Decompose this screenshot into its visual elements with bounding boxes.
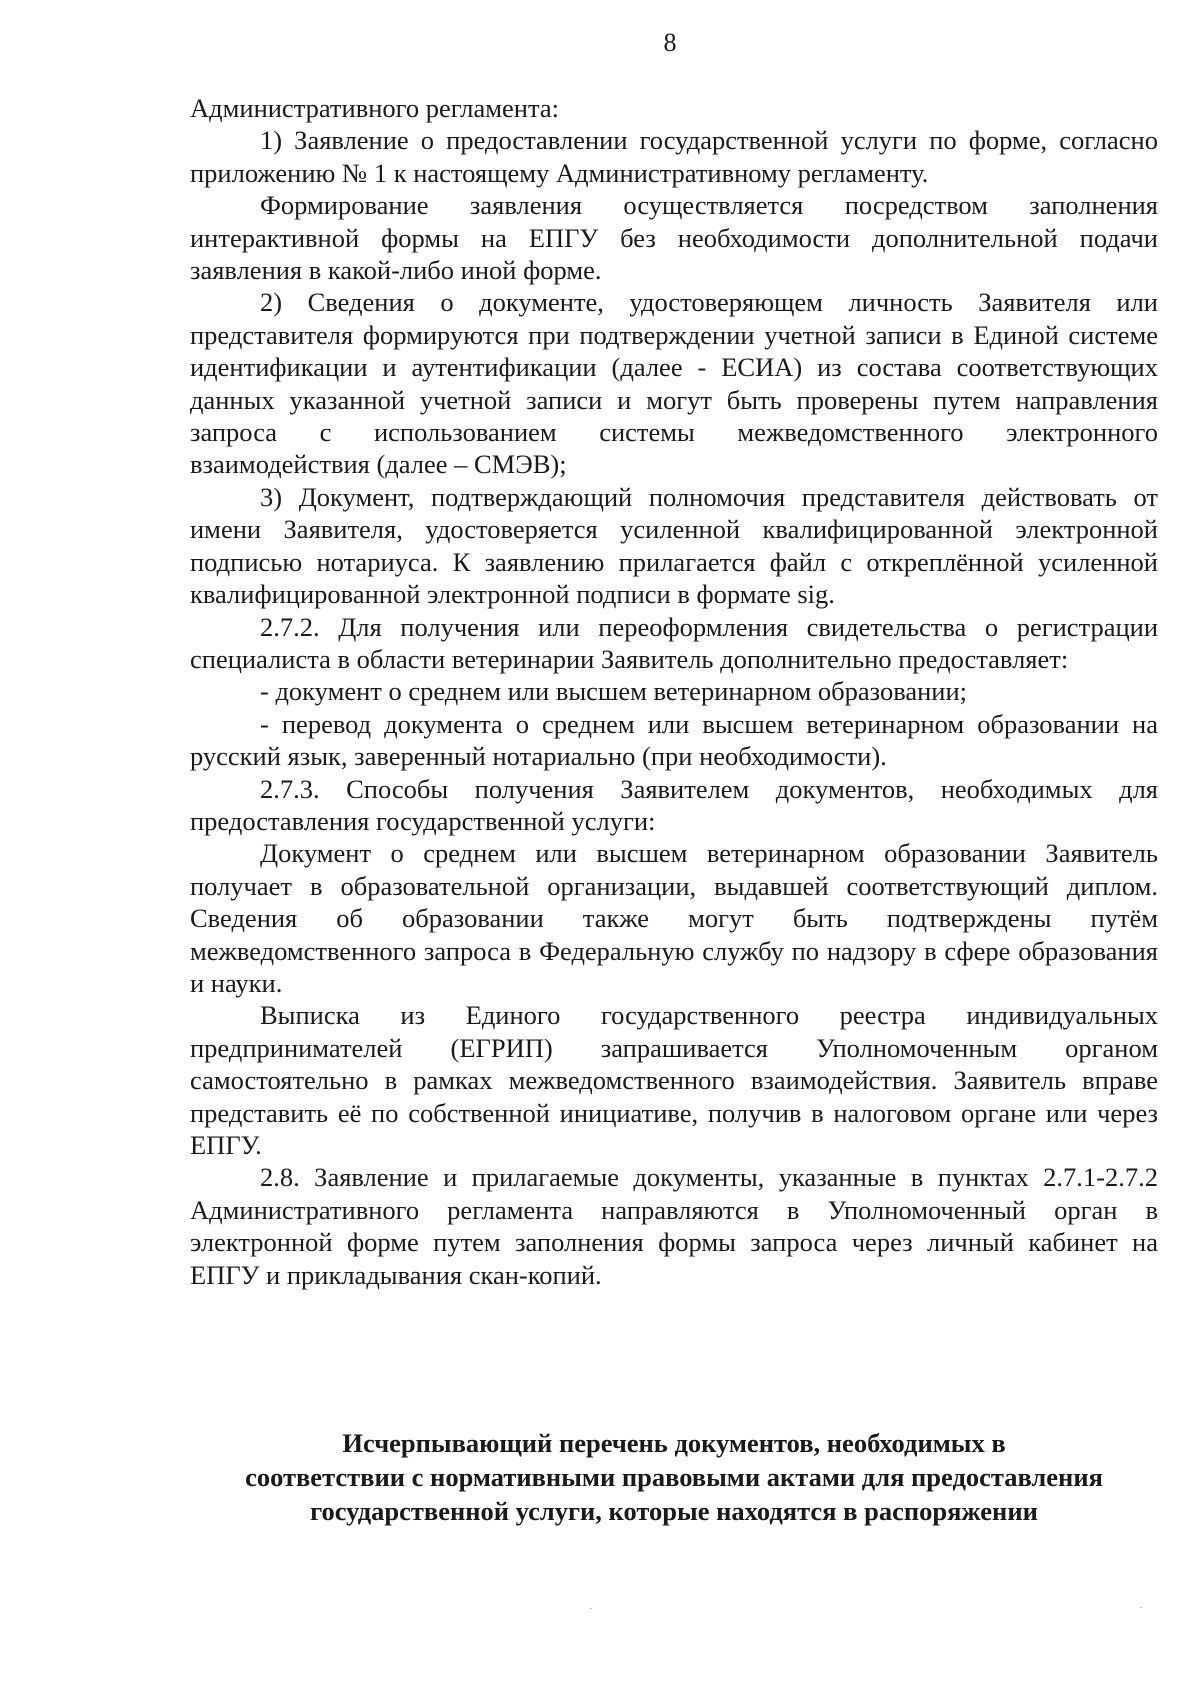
paragraph: 3) Документ, подтверждающий полномочия представителя действовать от имени Заявителя, удостоверяется усиленной квалифицированной электронной подписью нотариуса. К заявлению прилагается файл с откреплённой усиленной квалифицированной электронной подписи в формате sig. (190, 481, 1158, 610)
scan-speck (1140, 1607, 1142, 1608)
paragraph: Выписка из Единого государственного реестра индивидуальных предпринимателей (ЕГРИП) запрашивается Уполномоченным органом самостоятельно в рамках межведомственного взаимодействия. Заявитель вправе представить её по собственной инициативе, получив в налоговом органе или через ЕПГУ. (190, 1000, 1158, 1160)
paragraph: 1) Заявление о предоставлении государственной услуги по форме, согласно приложению № 1 к настоящему Административному регламенту. (190, 125, 1158, 188)
paragraph: 2.8. Заявление и прилагаемые документы, указанные в пунктах 2.7.1-2.7.2 Административного регламента направляются в Уполномоченный орган в электронной форме путем заполнения формы запроса через личный кабинет на ЕПГУ и прикладывания скан-копий. (190, 1162, 1158, 1290)
paragraph: - перевод документа о среднем или высшем ветеринарном образовании на русский язык, заверенный нотариально (при необходимости). (190, 708, 1158, 772)
heading-line: государственной услуги, которые находятся в распоряжении (310, 1496, 1038, 1526)
paragraph: Административного регламента: (190, 93, 559, 123)
page-number: 8 (663, 28, 677, 57)
paragraph: 2.7.2. Для получения или переоформления свидетельства о регистрации специалиста в области ветеринарии Заявитель дополнительно предоставляет: (190, 611, 1158, 674)
paragraph: 2) Сведения о документе, удостоверяющем личность Заявителя или представителя формируются при подтверждении учетной записи в Единой системе идентификации и аутентификации (далее - ЕСИА) из состава соответствующих данных указанной учетной записи и могут быть проверены путем направления запроса с использованием системы межведомственного электронного взаимодействия (далее – СМЭВ); (190, 287, 1158, 480)
paragraph: Формирование заявления осуществляется посредством заполнения интерактивной формы на ЕПГУ без необходимости дополнительной подачи заявления в какой-либо иной форме. (190, 190, 1158, 286)
paragraph: Документ о среднем или высшем ветеринарном образовании Заявитель получает в образовательной организации, выдавшей соответствующий диплом. Сведения об образовании также могут быть подтверждены путём межведомственного запроса в Федеральную службу по надзору в сфере образования и науки. (190, 838, 1158, 998)
heading-line: соответствии с нормативными правовыми актами для предоставления (245, 1462, 1103, 1492)
heading-line: Исчерпывающий перечень документов, необходимых в (342, 1428, 1006, 1458)
body-text (190, 92, 1158, 1291)
section-heading (190, 1426, 1158, 1528)
paragraph: - документ о среднем или высшем ветеринарном образовании; (260, 676, 968, 707)
paragraph: 2.7.3. Способы получения Заявителем документов, необходимых для предоставления государственной услуги: (190, 773, 1158, 836)
scan-speck (590, 1608, 592, 1609)
